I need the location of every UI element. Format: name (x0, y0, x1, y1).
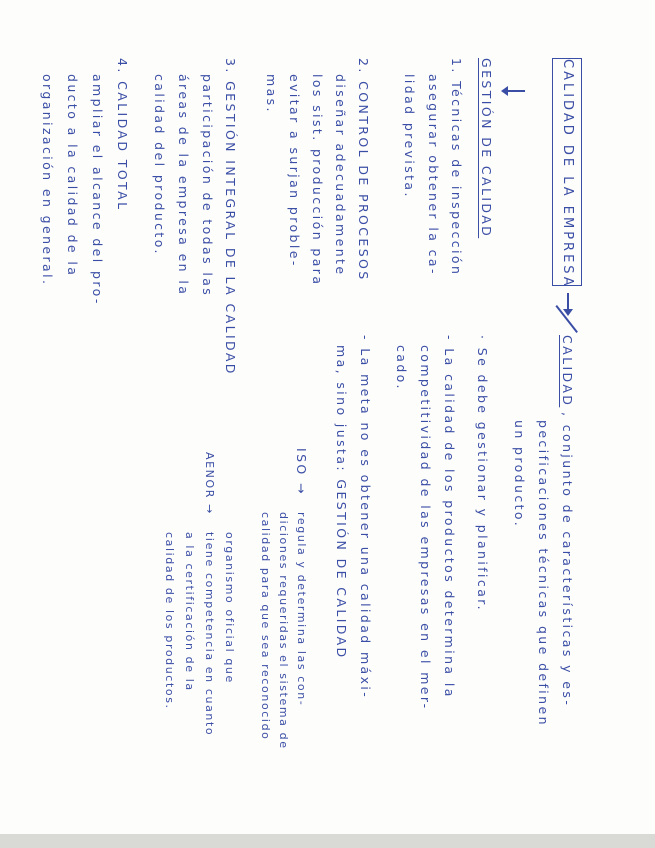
item-4-line-3: ducto a la calidad de la (65, 74, 80, 278)
item-2-line-2: diseñar adecuadamente (333, 74, 348, 277)
item-3-line-3: áreas de la empresa en la (176, 74, 191, 297)
item-4-line-2: ampliar el alcance del pro- (90, 74, 105, 306)
calidad-heading: CALIDAD (560, 335, 575, 408)
iso-line-1: regula y determina las con- (295, 512, 308, 707)
iso-line-3: calidad para que sea reconocido (259, 512, 272, 741)
item-4-line-1: 4. CALIDAD TOTAL (115, 58, 130, 212)
item-1-line-2: asegurar obtener la ca- (426, 74, 441, 276)
bullet-2-line-3: cado. (394, 345, 409, 391)
item-2-line-3: los sist. producción para (310, 74, 325, 287)
arrow-down-icon (503, 90, 525, 92)
item-1-line-1: 1. Técnicas de inspección (449, 58, 464, 277)
iso-label: ISO → (294, 448, 309, 496)
title-box (552, 58, 582, 289)
item-3-line-2: participación de todas las (200, 74, 215, 298)
aenor-label: AENOR → (203, 452, 216, 515)
definition-line-1: , conjunto de características y es- (560, 412, 575, 708)
arrow-right-icon (567, 293, 569, 313)
item-3-line-1: 3. GESTIÓN INTEGRAL DE LA CALIDAD (223, 58, 238, 376)
item-2-line-1: 2. CONTROL DE PROCESOS (356, 58, 371, 282)
page-title: CALIDAD DE LA EMPRESA (560, 59, 575, 289)
page-edge (0, 834, 655, 848)
item-4-line-4: organización en general. (40, 74, 55, 287)
item-1-line-3: lidad prevista. (402, 74, 417, 199)
bullet-3-line-1: - La meta no es obtener una calidad máxi- (358, 335, 373, 700)
iso-line-2: diciones requeridas el sistema de (277, 512, 290, 750)
aenor-line-1: organismo oficial que (223, 532, 236, 684)
definition-line-3: un producto. (512, 420, 527, 529)
aenor-line-4: calidad de los productos. (163, 532, 176, 710)
aenor-line-2: tiene competencia en cuanto (203, 532, 216, 737)
item-2-line-5: mas. (264, 74, 279, 114)
bullet-2-line-1: - La calidad de los productos determina la (442, 335, 457, 699)
item-2-line-4: evitar a surjan proble- (287, 74, 302, 268)
bullet-1: · Se debe gestionar y planificar. (475, 335, 490, 613)
item-3-line-4: calidad del producto. (152, 74, 167, 256)
aenor-line-3: a la certificación de la (183, 532, 196, 692)
bullet-3-line-2: ma, sino justa: GESTIÓN DE CALIDAD (334, 345, 349, 660)
gestion-heading: GESTIÓN DE CALIDAD (479, 58, 494, 239)
definition-line-2: pecificaciones técnicas que definen (536, 420, 551, 727)
bullet-2-line-2: competitividad de las empresas en el mer- (418, 345, 433, 711)
